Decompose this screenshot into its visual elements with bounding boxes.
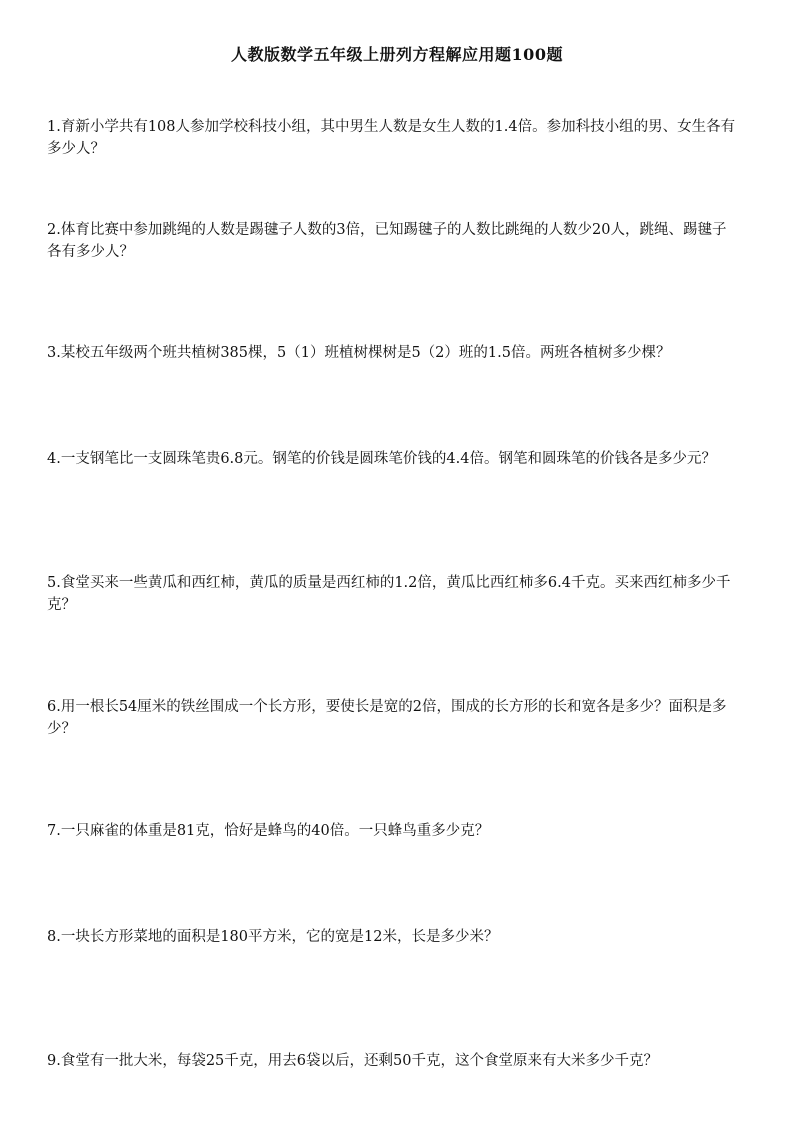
question-4: 4.一支钢笔比一支圆珠笔贵6.8元。钢笔的价钱是圆珠笔价钱的4.4倍。钢笔和圆珠笔的价钱各是多少元？ xyxy=(47,451,716,467)
question-5: 5.食堂买来一些黄瓜和西红柿，黄瓜的质量是西红柿的1.2倍，黄瓜比西红柿多6.4千克。买来西红柿多少千克？ xyxy=(47,575,731,613)
question-8: 8.一块长方形菜地的面积是180平方米，它的宽是12米，长是多少米？ xyxy=(47,929,499,945)
question-3: 3.某校五年级两个班共植树385棵，5（1）班植树棵树是5（2）班的1.5倍。两班各植树多少棵？ xyxy=(47,345,671,361)
question-9: 9.食堂有一批大米，每袋25千克，用去6袋以后，还剩50千克，这个食堂原来有大米多少千克？ xyxy=(47,1053,658,1069)
question-2: 2.体育比赛中参加跳绳的人数是踢毽子人数的3倍，已知踢毽子的人数比跳绳的人数少20人，跳绳、踢毽子各有多少人？ xyxy=(47,222,727,260)
question-7: 7.一只麻雀的体重是81克，恰好是蜂鸟的40倍。一只蜂鸟重多少克？ xyxy=(47,823,490,839)
question-6: 6.用一根长54厘米的铁丝围成一个长方形，要使长是宽的2倍，围成的长方形的长和宽各是多少？面积是多少？ xyxy=(47,699,727,737)
question-1: 1.育新小学共有108人参加学校科技小组，其中男生人数是女生人数的1.4倍。参加科技小组的男、女生各有多少人？ xyxy=(47,119,736,157)
page-title: 人教版数学五年级上册列方程解应用题100题 xyxy=(231,45,563,64)
